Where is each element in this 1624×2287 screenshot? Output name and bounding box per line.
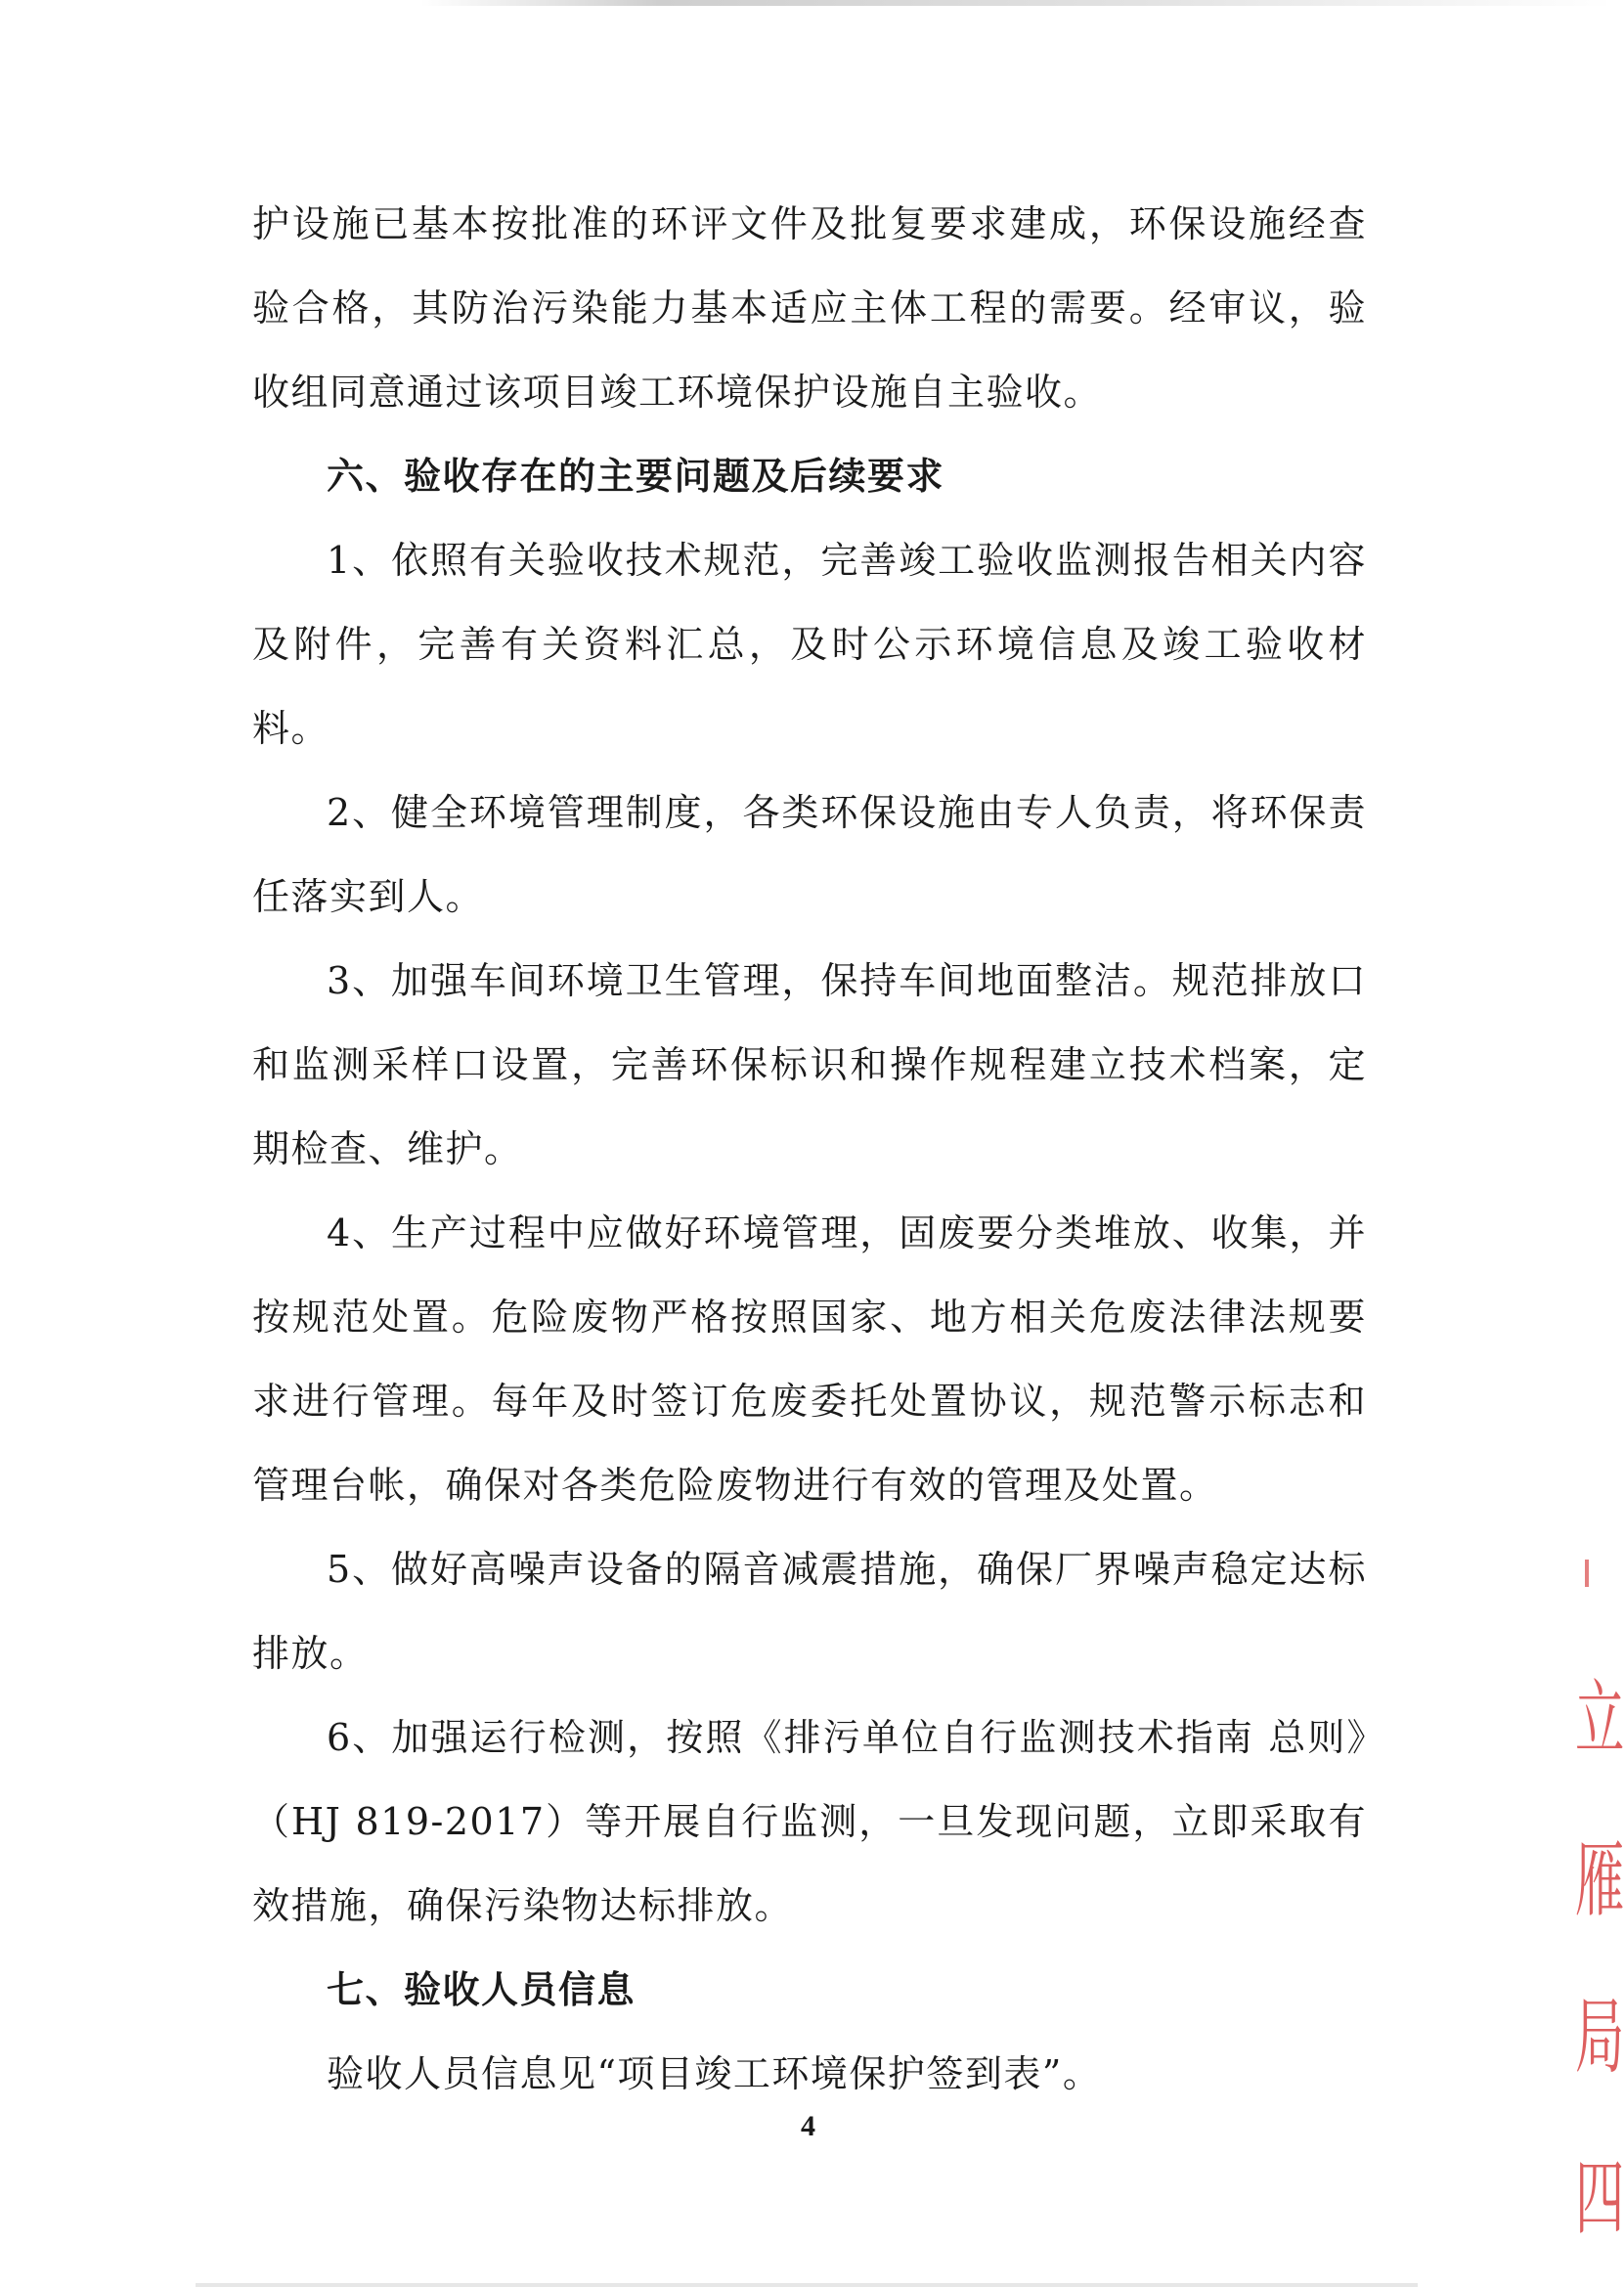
personnel-info-text: 验收人员信息见“项目竣工环境保护签到表”。 [327,2052,1102,2095]
paragraph-continuation: 护设施已基本按批准的环评文件及批复要求建成，环保设施经查验合格，其防治污染能力基本适应主体工程的需要。经审议，验收组同意通过该项目竣工环境保护设施自主验收。 [252,202,1367,414]
seal-char: 雁 [1575,1832,1624,1928]
seal-char: 立 [1575,1671,1624,1767]
requirement-item-3: 3、加强车间环境卫生管理，保持车间地面整洁。规范排放口和监测采样口设置，完善环保标识和操作规程建立技术档案，定期检查、维护。 [252,959,1367,1170]
requirement-item-6: 6、加强运行检测，按照《排污单位自行监测技术指南 总则》（HJ 819-2017）等开展自行监测，一旦发现问题，立即采取有效措施，确保污染物达标排放。 [252,1716,1367,1927]
red-seal-stamp-fragment [1548,1671,1624,2278]
seal-char: 四 [1575,2150,1624,2246]
seal-char: 局 [1575,1989,1624,2085]
requirement-item-1: 1、依照有关验收技术规范，完善竣工验收监测报告相关内容及附件，完善有关资料汇总，及时公示环境信息及竣工验收材料。 [252,539,1367,750]
document-body [252,182,1367,2116]
section-heading-6: 六、验收存在的主要问题及后续要求 [327,454,945,498]
scan-top-edge [420,0,1613,6]
requirement-item-2: 2、健全环境管理制度，各类环保设施由专人负责，将环保责任落实到人。 [252,791,1367,918]
page-number: 4 [801,2110,815,2142]
section-heading-7: 七、验收人员信息 [327,1967,636,2011]
seal-edge-mark [1585,1560,1599,1587]
requirement-item-4: 4、生产过程中应做好环境管理，固废要分类堆放、收集，并按规范处置。危险废物严格按照国家、地方相关危废法律法规要求进行管理。每年及时签订危废委托处置协议，规范警示标志和管理台帐，确保对各类危险废物进行有效的管理及处置。 [252,1211,1367,1507]
scan-bottom-edge [196,2283,1418,2287]
requirement-item-5: 5、做好高噪声设备的隔音减震措施，确保厂界噪声稳定达标排放。 [252,1548,1367,1675]
